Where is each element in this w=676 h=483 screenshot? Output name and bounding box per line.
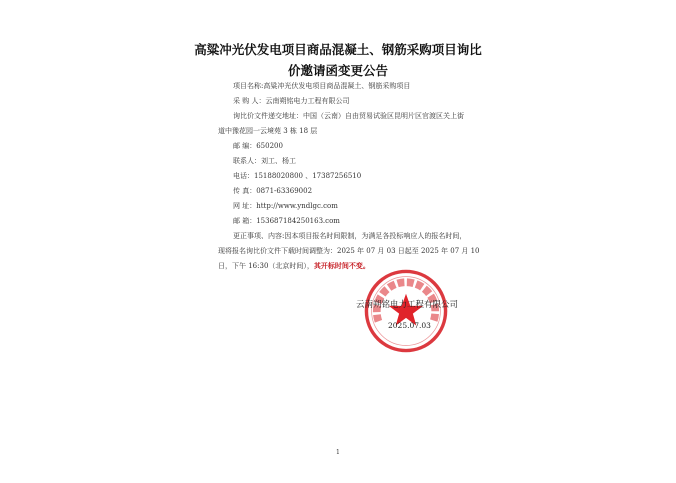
submission-address: 询比价文件递交地址：中国（云南）自由贸易试验区昆明片区官渡区关上街 (233, 112, 464, 120)
change-line3-text: 日，下午 16:30（北京时间）， (218, 262, 314, 270)
phone: 电话：15188020800 、17387256510 (233, 172, 362, 180)
postcode: 邮 编：650200 (233, 142, 283, 150)
change-line1: 更正事项、内容:因本项目报名时间限制，为满足各投标响应人的报名时间， (233, 232, 467, 240)
submission-address-cont: 道中豫花园一云境苑 3 栋 18 层 (218, 127, 318, 135)
signature-company: 云南朔铭电力工程有限公司 (356, 300, 459, 310)
contacts: 联系人：刘工、杨工 (233, 157, 296, 165)
change-highlight: 其开标时间不变。 (313, 261, 370, 270)
page-number: 1 (336, 449, 340, 456)
company-seal (363, 268, 449, 354)
document-title-line2: 价邀请函变更公告 (287, 63, 388, 78)
signature-date: 2025.07.03 (388, 321, 431, 330)
project-name: 项目名称:高粱冲光伏发电项目商品混凝土、钢筋采购项目 (233, 82, 411, 90)
purchaser: 采 购 人：云南朔铭电力工程有限公司 (233, 97, 350, 105)
email: 邮 箱：15368718425016З.com (233, 217, 340, 225)
change-line2: 现将报名询比价文件下载时间调整为：2025 年 07 月 03 日起至 2025 年 07 月 10 (218, 247, 480, 255)
fax: 传 真：0871-63369002 (233, 187, 313, 195)
document-title-line1: 高粱冲光伏发电项目商品混凝土、钢筋采购项目询比 (194, 42, 482, 57)
change-line3 (218, 261, 370, 271)
website: 网 址：http://www.yndlgc.com (233, 202, 338, 210)
